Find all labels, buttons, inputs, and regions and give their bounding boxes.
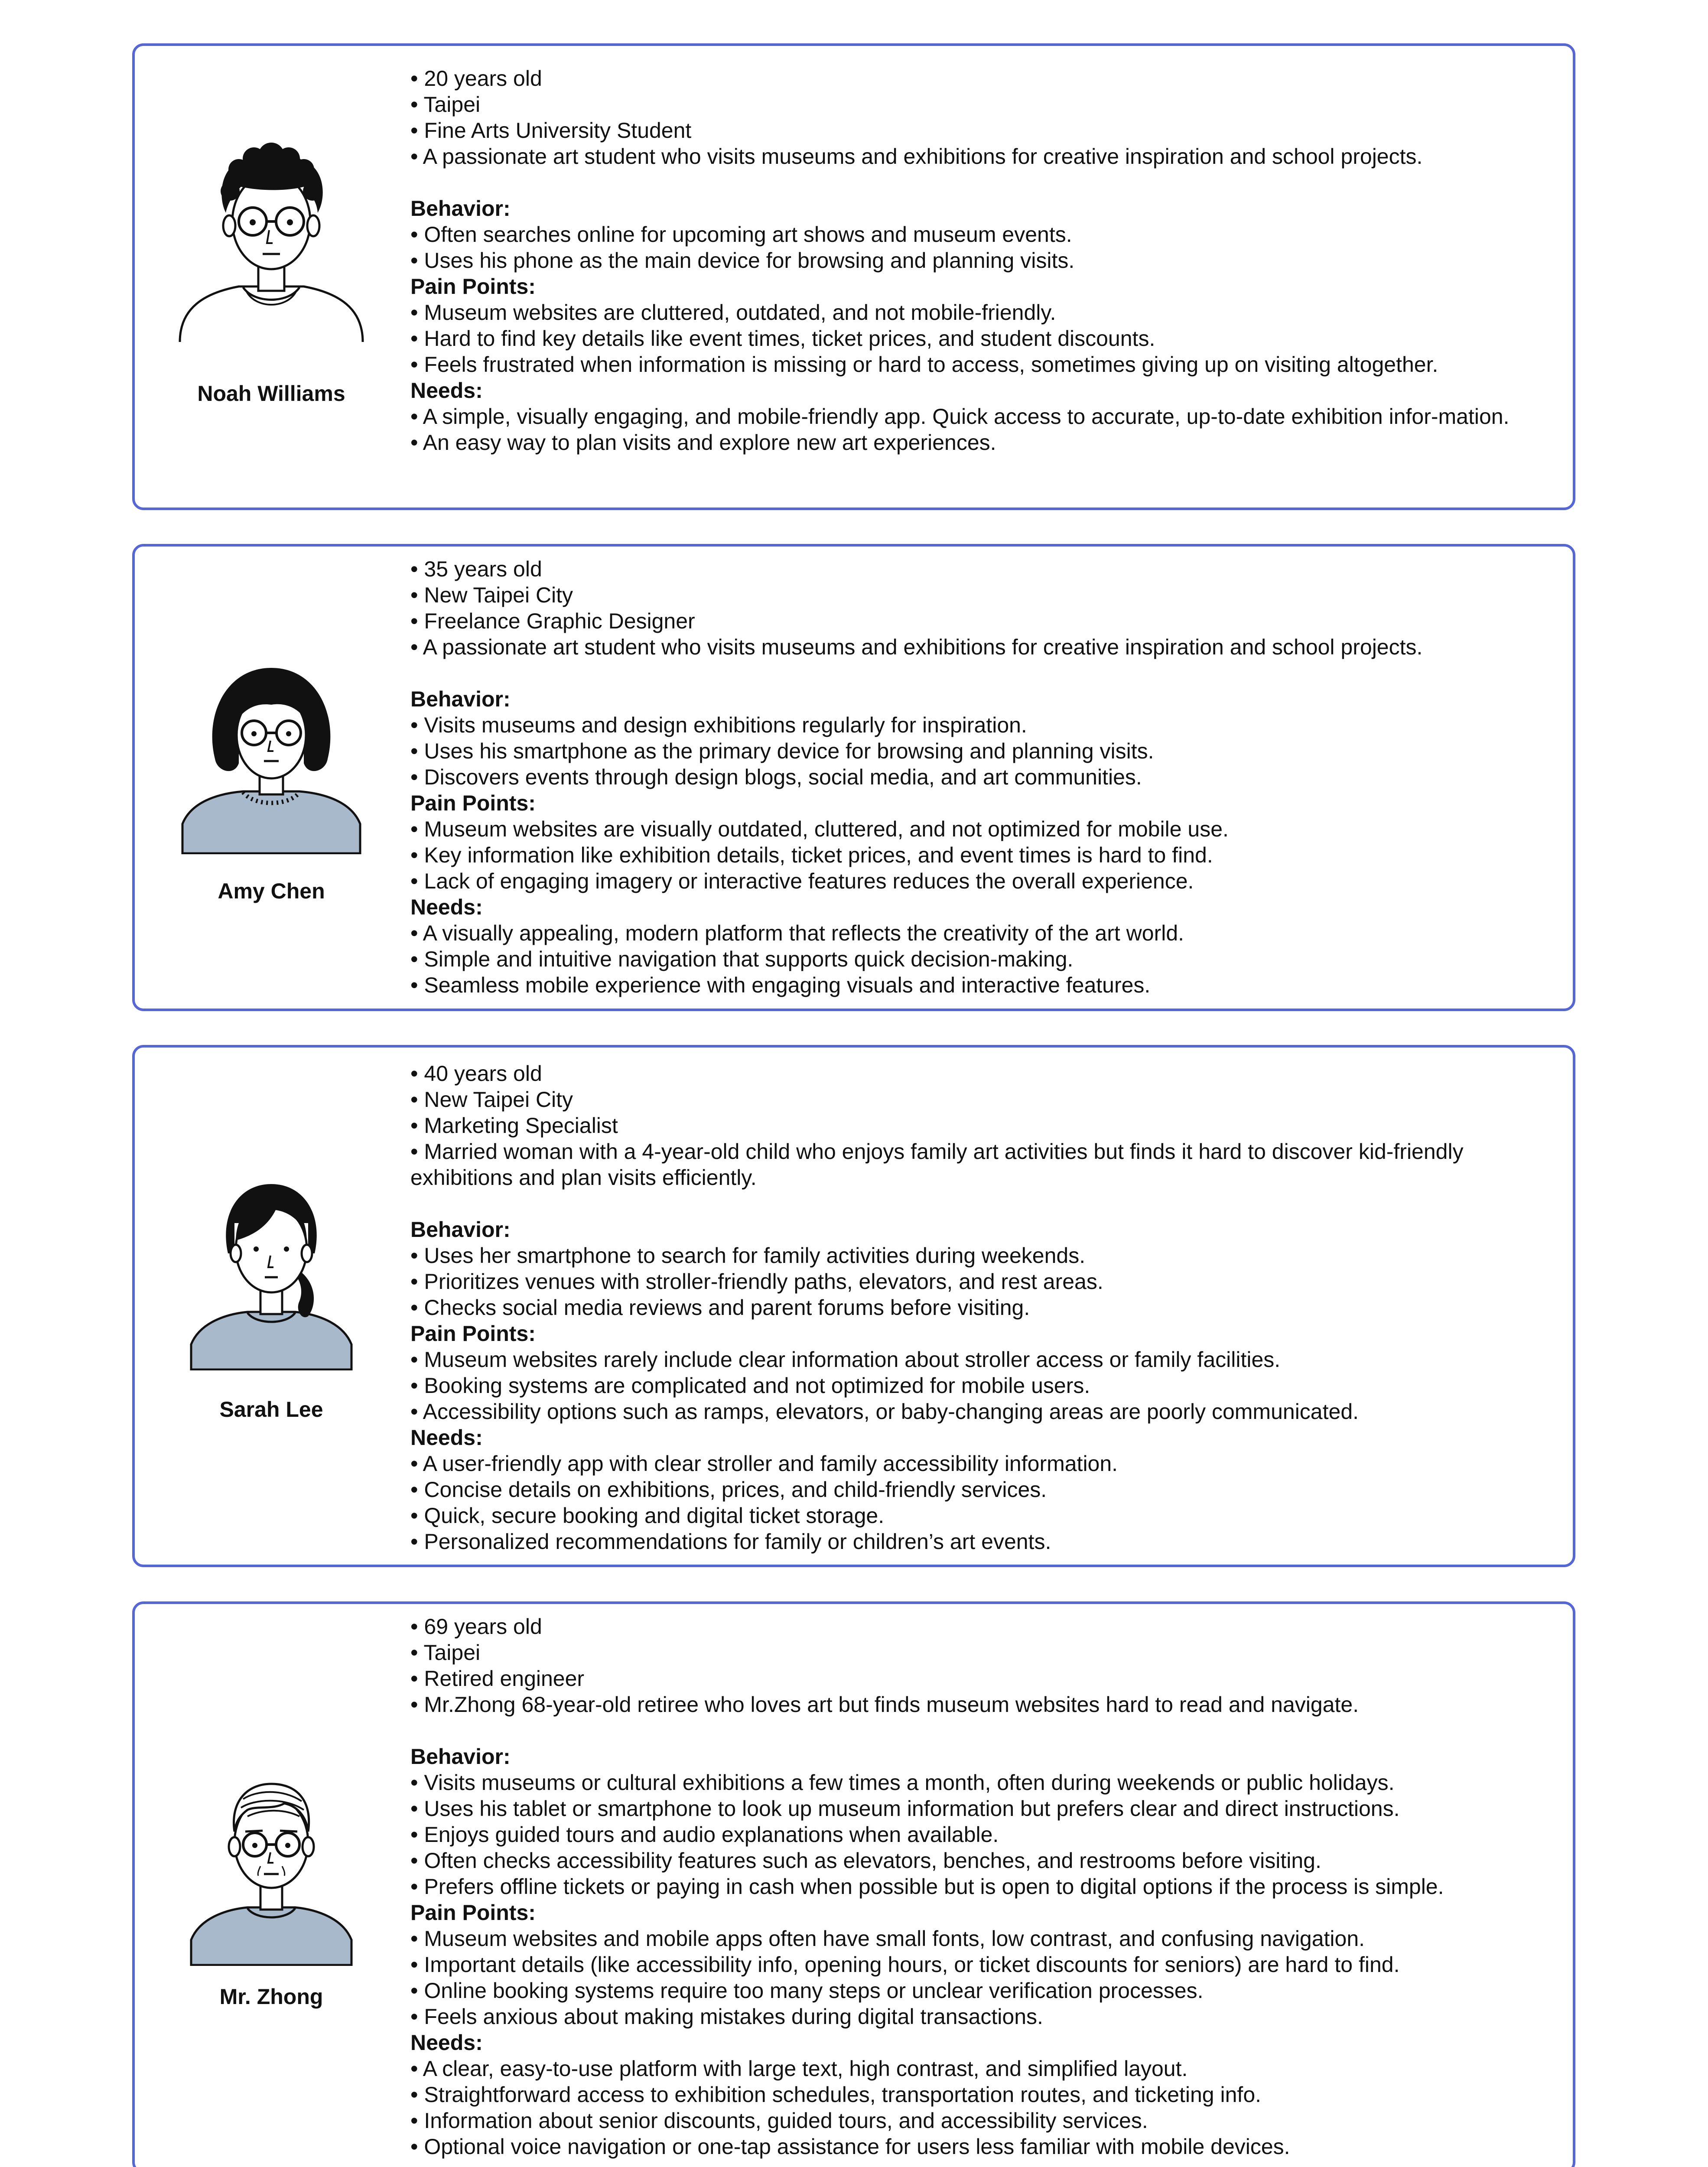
pain-points-heading: Pain Points:	[410, 1900, 536, 1925]
avatar-ponytail-icon	[178, 1167, 364, 1370]
needs-heading: Needs:	[410, 895, 483, 919]
persona-name: Sarah Lee	[219, 1397, 323, 1422]
intro-line: • 69 years old	[410, 1614, 542, 1639]
needs-line: • A simple, visually engaging, and mobile-friendly app. Quick access to accurate, up-to-date exhibition infor-mation.	[410, 404, 1510, 429]
spacer	[410, 1191, 1555, 1217]
behavior-line: • Checks social media reviews and parent forums before visiting.	[410, 1295, 1030, 1320]
pain-points-heading: Pain Points:	[410, 791, 536, 815]
needs-line: • A visually appealing, modern platform that reflects the creativity of the art world.	[410, 921, 1184, 945]
avatar-bob-hair-glasses-icon	[178, 651, 364, 854]
needs-line: • Straightforward access to exhibition schedules, transportation routes, and ticketing info.	[410, 2082, 1262, 2107]
pain-point-line: • Online booking systems require too many steps or unclear verification processes.	[410, 1978, 1204, 2003]
persona-card-noah	[132, 43, 1575, 510]
behavior-line: • Uses his tablet or smartphone to look up museum information but prefers clear and direct instructions.	[410, 1796, 1400, 1821]
intro-line: • 20 years old	[410, 66, 542, 91]
needs-line: • A user-friendly app with clear stroller and family accessibility information.	[410, 1451, 1118, 1476]
persona-avatar-column	[135, 1604, 408, 2167]
pain-point-line: • Feels frustrated when information is missing or hard to access, sometimes giving up on visiting altogether.	[410, 352, 1438, 377]
persona-details	[410, 1061, 1555, 1555]
avatar-curly-hair-glasses-icon	[178, 139, 364, 343]
needs-line: • A clear, easy-to-use platform with large text, high contrast, and simplified layout.	[410, 2056, 1188, 2081]
needs-heading: Needs:	[410, 1425, 483, 1450]
persona-avatar-column	[135, 46, 408, 508]
behavior-line: • Often searches online for upcoming art shows and museum events.	[410, 222, 1072, 247]
intro-line: • Mr.Zhong 68-year-old retiree who loves art but finds museum websites hard to read and navigate.	[410, 1692, 1359, 1717]
pain-point-line: • Hard to find key details like event times, ticket prices, and student discounts.	[410, 326, 1155, 351]
behavior-line: • Prefers offline tickets or paying in cash when possible but is open to digital options if the process is simple.	[410, 1874, 1444, 1899]
behavior-heading: Behavior:	[410, 1217, 511, 1242]
needs-line: • Information about senior discounts, guided tours, and accessibility services.	[410, 2108, 1148, 2133]
behavior-heading: Behavior:	[410, 1744, 511, 1769]
intro-line: • A passionate art student who visits museums and exhibitions for creative inspiration and school projects.	[410, 635, 1423, 659]
intro-line: • Fine Arts University Student	[410, 118, 692, 143]
pain-points-heading: Pain Points:	[410, 1321, 536, 1346]
pain-point-line: • Important details (like accessibility info, opening hours, or ticket discounts for seniors) are hard to find.	[410, 1952, 1400, 1977]
persona-card-sarah	[132, 1045, 1575, 1567]
spacer	[410, 169, 1555, 195]
needs-heading: Needs:	[410, 2030, 483, 2055]
pain-point-line: • Museum websites are visually outdated, cluttered, and not optimized for mobile use.	[410, 817, 1229, 841]
persona-details	[410, 556, 1555, 998]
intro-line: • Married woman with a 4-year-old child who enjoys family art activities but finds it hard to discover kid-friendly exhibitions and plan visits efficiently.	[410, 1139, 1464, 1190]
pain-point-line: • Museum websites and mobile apps often have small fonts, low contrast, and confusing navigation.	[410, 1926, 1365, 1951]
behavior-heading: Behavior:	[410, 196, 511, 221]
intro-line: • New Taipei City	[410, 1087, 573, 1112]
intro-line: • Freelance Graphic Designer	[410, 609, 695, 633]
intro-line: • A passionate art student who visits museums and exhibitions for creative inspiration and school projects.	[410, 144, 1423, 169]
behavior-line: • Enjoys guided tours and audio explanations when available.	[410, 1822, 999, 1847]
pain-point-line: • Accessibility options such as ramps, elevators, or baby-changing areas are poorly communicated.	[410, 1399, 1359, 1424]
pain-points-heading: Pain Points:	[410, 274, 536, 299]
behavior-line: • Often checks accessibility features such as elevators, benches, and restrooms before visiting.	[410, 1848, 1321, 1873]
pain-point-line: • Feels anxious about making mistakes during digital transactions.	[410, 2004, 1043, 2029]
behavior-line: • Prioritizes venues with stroller-friendly paths, elevators, and rest areas.	[410, 1269, 1103, 1294]
intro-line: • Taipei	[410, 92, 481, 117]
persona-name: Noah Williams	[197, 381, 345, 406]
pain-point-line: • Lack of engaging imagery or interactive features reduces the overall experience.	[410, 869, 1194, 893]
spacer	[410, 660, 1555, 686]
needs-line: • An easy way to plan visits and explore new art experiences.	[410, 430, 996, 455]
persona-name: Mr. Zhong	[219, 1985, 323, 2009]
persona-name: Amy Chen	[218, 879, 325, 903]
pain-point-line: • Museum websites are cluttered, outdated, and not mobile-friendly.	[410, 300, 1056, 325]
persona-card-amy	[132, 544, 1575, 1011]
intro-line: • New Taipei City	[410, 583, 573, 607]
spacer	[410, 1718, 1555, 1744]
behavior-line: • Visits museums or cultural exhibitions a few times a month, often during weekends or public holidays.	[410, 1770, 1395, 1795]
persona-avatar-column	[135, 547, 408, 1009]
pain-point-line: • Museum websites rarely include clear information about stroller access or family facilities.	[410, 1347, 1281, 1372]
behavior-line: • Uses his phone as the main device for browsing and planning visits.	[410, 248, 1075, 273]
behavior-line: • Visits museums and design exhibitions regularly for inspiration.	[410, 713, 1027, 737]
intro-line: • 40 years old	[410, 1061, 542, 1086]
behavior-heading: Behavior:	[410, 687, 511, 711]
needs-line: • Simple and intuitive navigation that supports quick decision-making.	[410, 947, 1074, 971]
behavior-line: • Uses his smartphone as the primary device for browsing and planning visits.	[410, 739, 1154, 763]
pain-point-line: • Key information like exhibition details, ticket prices, and event times is hard to find.	[410, 843, 1213, 867]
behavior-line: • Discovers events through design blogs, social media, and art communities.	[410, 765, 1142, 789]
avatar-elderly-glasses-icon	[178, 1762, 364, 1966]
persona-details	[410, 1614, 1555, 2160]
pain-point-line: • Booking systems are complicated and not optimized for mobile users.	[410, 1373, 1090, 1398]
intro-line: • 35 years old	[410, 557, 542, 581]
persona-card-zhong	[132, 1601, 1575, 2167]
needs-line: • Quick, secure booking and digital ticket storage.	[410, 1503, 885, 1528]
needs-heading: Needs:	[410, 378, 483, 403]
persona-avatar-column	[135, 1048, 408, 1565]
intro-line: • Retired engineer	[410, 1666, 585, 1691]
intro-line: • Marketing Specialist	[410, 1113, 618, 1138]
intro-line: • Taipei	[410, 1640, 481, 1665]
behavior-line: • Uses her smartphone to search for family activities during weekends.	[410, 1243, 1086, 1268]
needs-line: • Seamless mobile experience with engaging visuals and interactive features.	[410, 973, 1151, 997]
needs-line: • Optional voice navigation or one-tap assistance for users less familiar with mobile devices.	[410, 2134, 1290, 2159]
needs-line: • Personalized recommendations for family or children’s art events.	[410, 1529, 1051, 1554]
needs-line: • Concise details on exhibitions, prices, and child-friendly services.	[410, 1477, 1047, 1502]
persona-details	[410, 65, 1555, 456]
